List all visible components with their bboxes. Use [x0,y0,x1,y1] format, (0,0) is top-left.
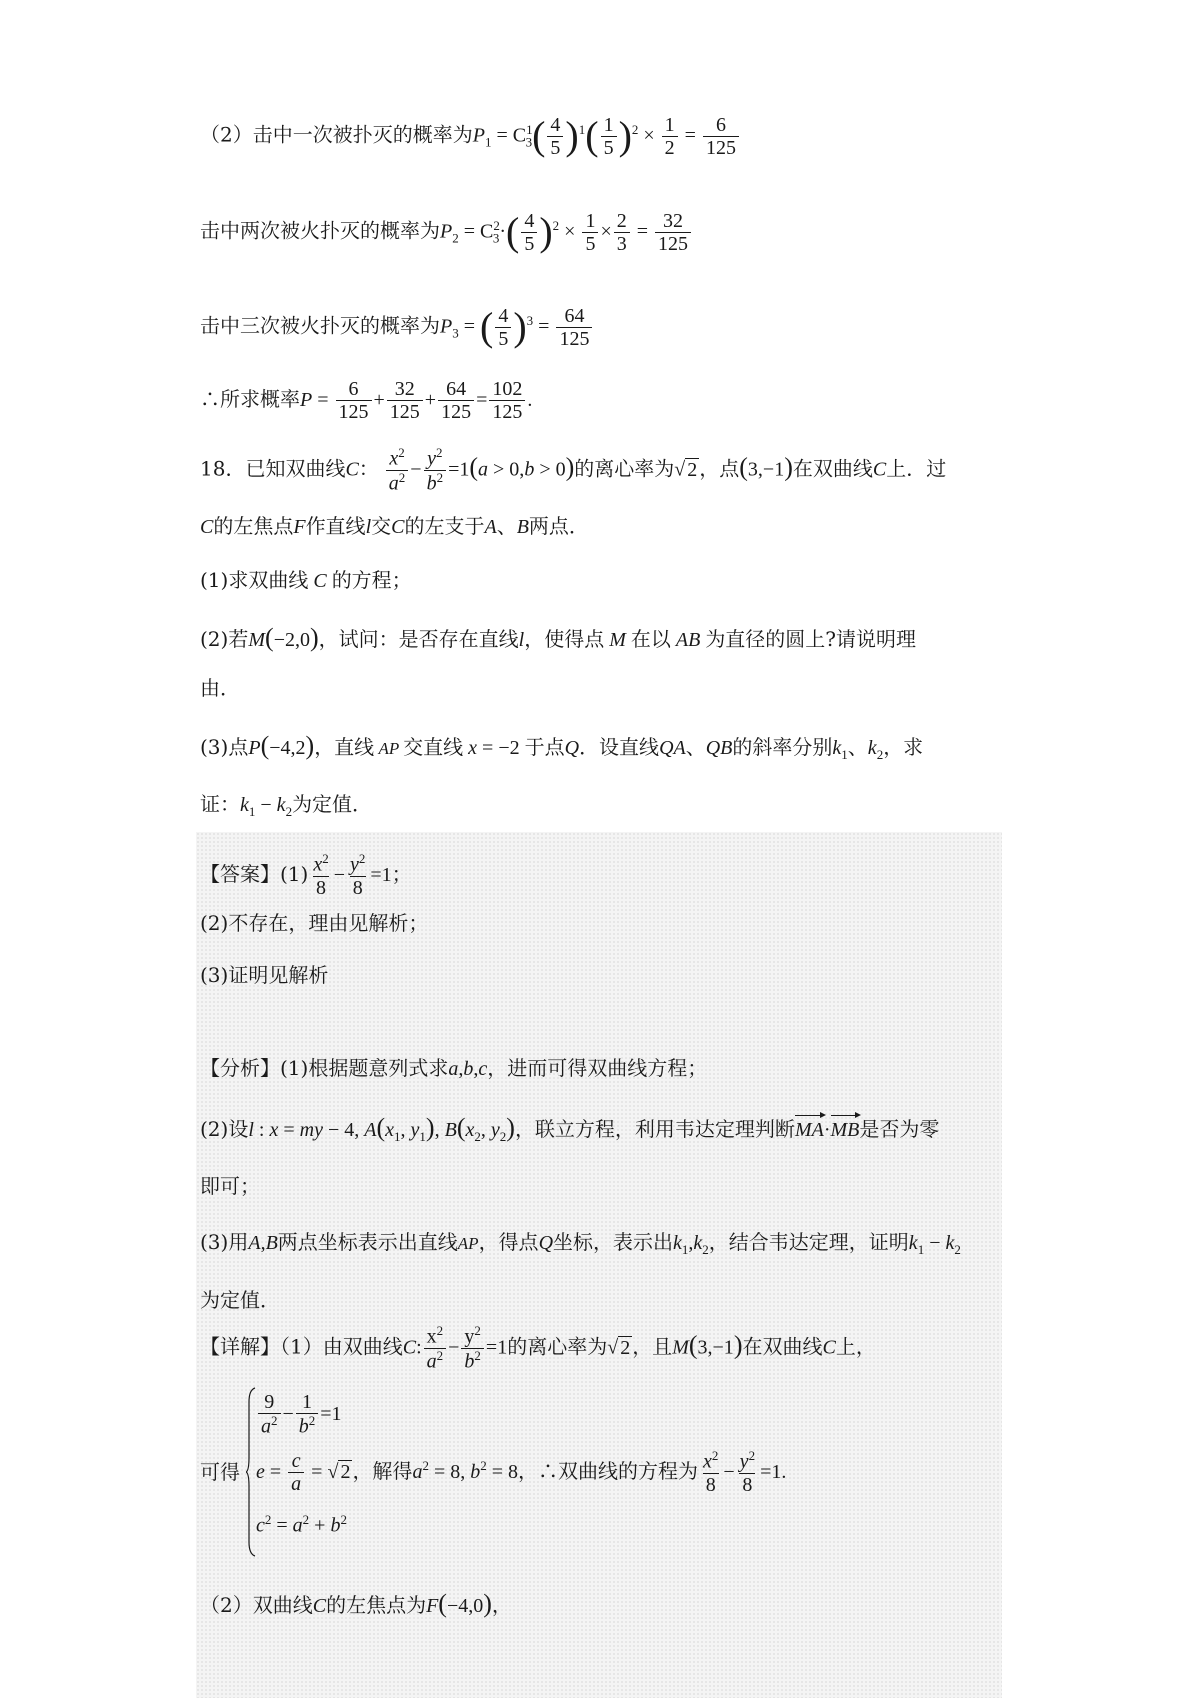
analysis-3-b: 两点坐标表示出直线 [277,1230,458,1254]
analysis-3-c: ，得点 [478,1230,539,1254]
analysis-2-a: (2)设 [200,1117,249,1141]
answer-3: (3)证明见解析 [200,963,329,987]
analysis-2-b: ，联立方程，利用韦达定理判断 [514,1117,795,1141]
detail-line1: 【详解】（1）由双曲线C: $\frac{x^2}{a^2}$ − $\frac{y^2}{b^2}$ =1的离心率为√ 2 ，且M(3,−1)在双曲线C上， [200,1323,876,1373]
analysis-line2: (2)设l : x = my − 4, $A(x_1$, $y_1$), $B(x_2$, $y_2$)，联立方程，利用韦达定理判断MA·MB是否为零 [200,1113,940,1144]
analysis-line4: (3)用A,B两点坐标表示出直线AP，得点Q坐标，表示出$k_1,k_2$，结合韦达定理，证明$k_1 - k_2$ [200,1230,961,1257]
q18-text-a: 18．已知双曲线 [200,456,346,481]
answer-label: 【答案】 [200,861,280,886]
q18-text-f: 的左焦点 [213,514,294,538]
prob-p2-text: 击中两次被火扑灭的概率为 [200,218,440,243]
part3-text-e: ．设直线 [579,735,660,759]
part3-text-d: 于点 [524,735,565,759]
q18-text-b: 的离心率为 [574,456,675,481]
part3-text-i: 为定值． [292,792,373,816]
part3-text-a: (3)点 [200,735,249,759]
q18-part2: (2)若M(−2,0)，试问：是否存在直线l，使得点 M 在以 AB 为直径的圆上?请说明理 [200,623,917,652]
q18-text-g: 作直线 [305,514,366,538]
answer-line1: 【答案】(1) $\frac{x^2}{8}$ − $\frac{y^2}{8}$ =1； [200,851,412,899]
prob-p2-line: 击中两次被火扑灭的概率为$P_2 = C^2_3\cdot$( $\frac{4}{5}$ )$^2$ × $\frac{1}{5}$ × $\frac{2}{3}$ = $\frac{32}{125}$ [200,208,693,256]
q18-part2-cont [200,676,240,700]
q18-part3: (3)点P(−4,2)，直线 AP 交直线 x = −2 于点Q．设直线QA、QB的斜率分别$k_1$、$k_2$，求 [200,731,924,762]
answer-2: (2)不存在，理由见解析； [200,911,429,935]
q18-line1: 18．已知双曲线C： $\frac{x^2}{a^2}$ − $\frac{y^2}{b^2}$ =1(a > 0,b > 0)的离心率为√ 2 ，点(3,−1)在双曲线C上．过 [200,445,947,495]
detail-label: 【详解】 [200,1334,280,1359]
system-eq1: $\frac{9}{a^2}$ − $\frac{1}{b^2}$ =1 [256,1391,342,1438]
detail-1-c: ，且 [632,1334,673,1359]
analysis-line3 [200,1174,260,1198]
answer-1-prefix: (1) [280,861,309,886]
prob-p1-text: （2）击中一次被扑灭的概率为 [200,122,473,147]
detail-line2 [200,1460,240,1484]
part3-text-b: ，直线 [314,735,375,759]
q18-text-d: 在双曲线 [792,456,873,481]
detail-3-b: 的左焦点为 [326,1593,427,1617]
analysis-3-a: (3)用 [200,1230,249,1254]
analysis-line5 [200,1288,280,1312]
analysis-3-f: 为定值． [200,1288,280,1312]
prob-p3-text: 击中三次被火扑灭的概率为 [200,313,440,338]
analysis-1-b: ，进而可得双曲线方程； [487,1056,708,1080]
detail-1-a: （1）由双曲线 [280,1334,403,1359]
solution-shaded-region [196,832,1002,1698]
detail-2-a: 可得 [200,1460,240,1484]
system-eq2: e = $\frac{c}{a}$ = √ 2 ，解得$a^2 = 8$, $b^2 = 8$，∴双曲线的方程为 $\frac{x^2}{8}$ − $\frac{y^2}{8}$ =1. [256,1448,787,1496]
part3-text-h: 证： [200,792,240,816]
prob-p3-line: 击中三次被火扑灭的概率为$P_3$ = ( $\frac{4}{5}$ )$^3$ = $\frac{64}{125}$ [200,303,594,351]
detail-1-e: 上， [835,1334,876,1359]
q18-part1: (1)求双曲线 C 的方程； [200,568,412,592]
analysis-3-d: 坐标，表示出 [553,1230,674,1254]
part1-text-a: (1)求双曲线 [200,568,309,592]
q18-text-j: 两点． [528,514,589,538]
analysis-label: 【分析】 [200,1056,280,1080]
answer-line3 [200,963,328,987]
analysis-3-e: ，结合韦达定理，证明 [708,1230,909,1254]
q18-part3-cont: 证：$k_1 - k_2$为定值． [200,792,373,819]
q18-text-h: 交 [371,514,392,538]
part2-text-c: ，使得点 [524,627,605,651]
detail-2-c: ，∴双曲线的方程为 [518,1458,698,1483]
detail-line3: （2）双曲线C的左焦点为F(−4,0)， [200,1589,512,1618]
analysis-line1: 【分析】(1)根据题意列式求a,b,c，进而可得双曲线方程； [200,1056,708,1080]
detail-2-b: ，解得 [352,1458,413,1483]
detail-3-a: （2）双曲线 [200,1593,313,1617]
q18-text-c: ，点 [699,456,740,481]
q18-text-e: 上．过 [886,456,947,481]
part2-text-b: ，试问：是否存在直线 [318,627,519,651]
prob-sum-line: ∴所求概率P = $\frac{6}{125}$ + $\frac{32}{125}$ + $\frac{64}{125}$ = $\frac{102}{125}$ . [200,378,533,423]
analysis-2-c: 是否为零 [859,1117,940,1141]
analysis-1-a: (1)根据题意列式求 [280,1056,449,1080]
q18-text-i: 的左支于 [404,514,485,538]
prob-p1-line: （2）击中一次被扑灭的概率为$P_1 = C^1_3$( $\frac{4}{5}$ )$^1$( $\frac{1}{5}$ )$^2$ × $\frac{1}{2}$ = $\frac{6}{125}$ [200,112,741,160]
part3-text-f: 的斜率分别 [732,735,833,759]
part2-text-e: 为直径的圆上?请说明理 [705,627,917,651]
part3-text-c: 交直线 [403,735,464,759]
system-brace [246,1387,256,1557]
part3-text-g: ，求 [883,735,924,759]
detail-1-d: 在双曲线 [742,1334,823,1359]
detail-1-b: 的离心率为 [507,1334,608,1359]
system-eq3: $c^2 = a^2 + b^2$ [256,1512,347,1537]
analysis-2-d: 即可； [200,1174,260,1198]
part2-text-a: (2)若 [200,627,249,651]
q18-line2: C的左焦点F作直线l交C的左支于A、B两点． [200,514,589,538]
part1-text-b: 的方程； [331,568,412,592]
answer-line2 [200,911,428,935]
part2-text-f: 由． [200,676,240,700]
prob-sum-text: ∴所求概率 [200,387,300,411]
part2-text-d: 在以 [630,627,671,651]
